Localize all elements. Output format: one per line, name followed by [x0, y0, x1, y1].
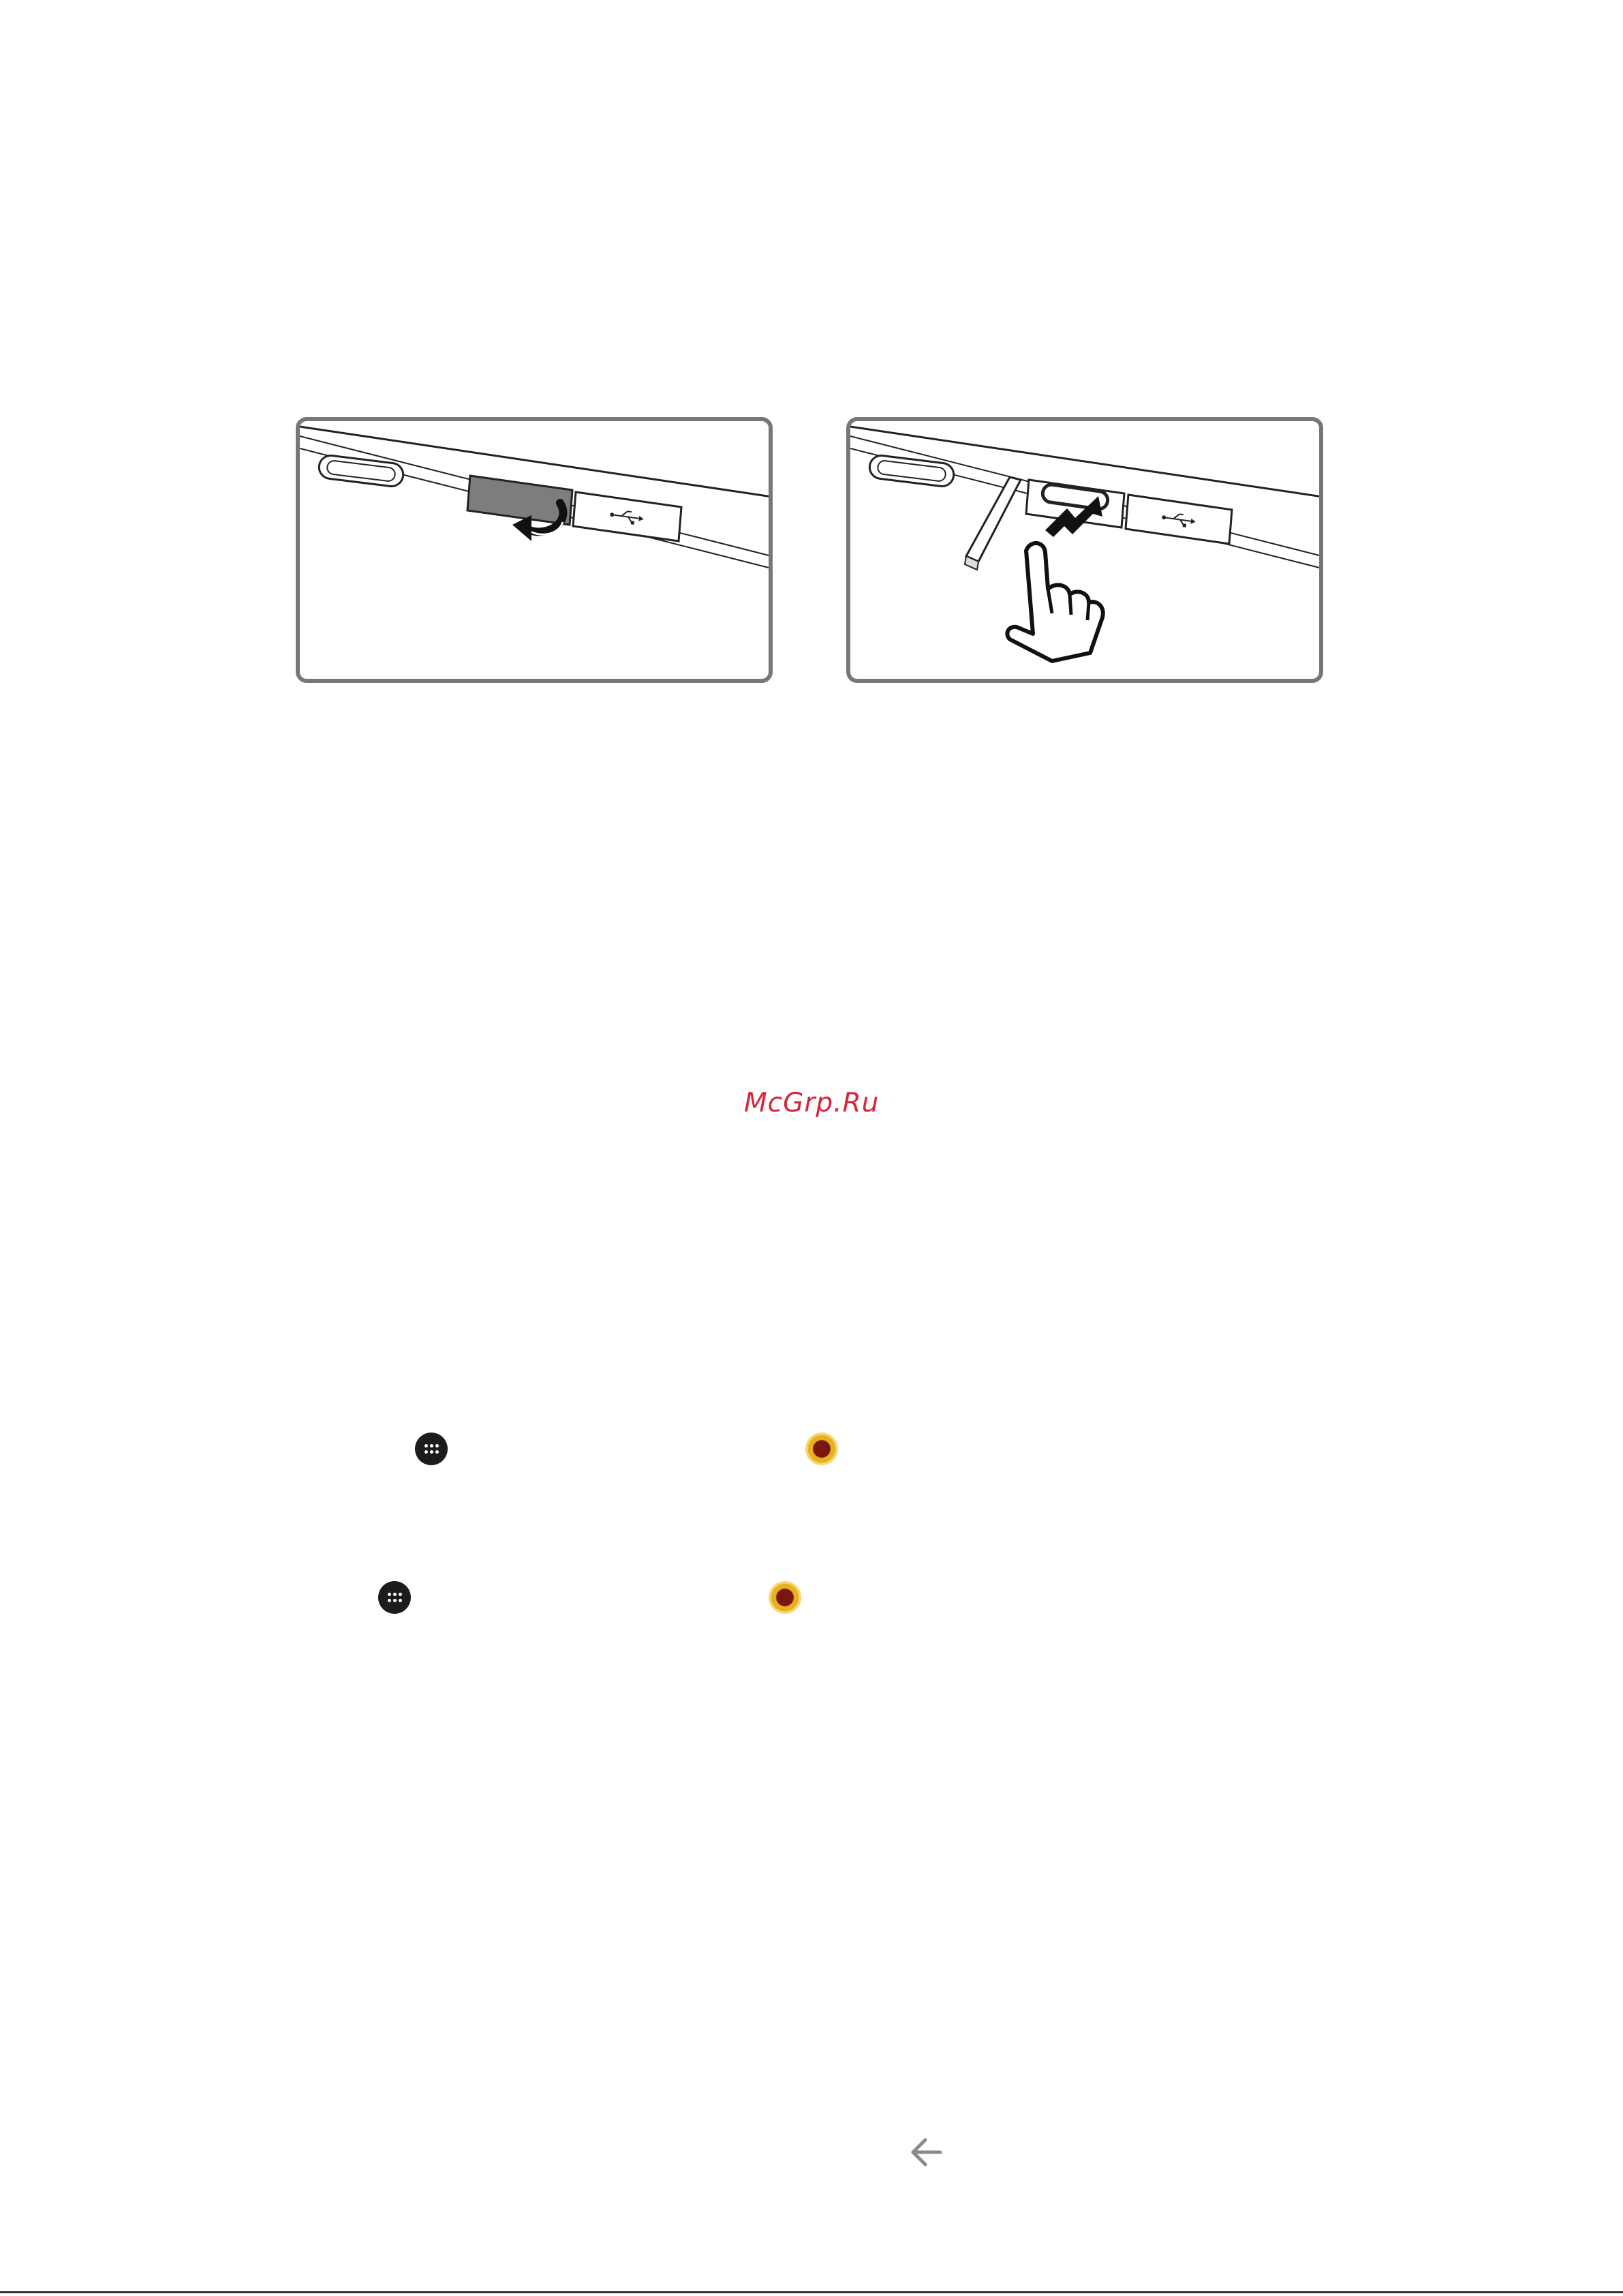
page-bottom-rule: [0, 2291, 1623, 2293]
watermark: McGrp.Ru: [744, 1088, 880, 1118]
app-logo-icon: [805, 1433, 838, 1465]
hand-pointer-icon: [1007, 543, 1102, 661]
device-edge-drawing: [850, 421, 1323, 683]
back-arrow-icon[interactable]: [908, 2133, 946, 2171]
device-edge-drawing: [300, 421, 773, 683]
app-logo-icon: [769, 1581, 801, 1614]
apps-grid-icon: [415, 1433, 448, 1465]
illustration-insert-cable: [846, 417, 1323, 683]
illustration-remove-port-cover: [296, 417, 773, 683]
apps-grid-icon: [378, 1581, 411, 1614]
